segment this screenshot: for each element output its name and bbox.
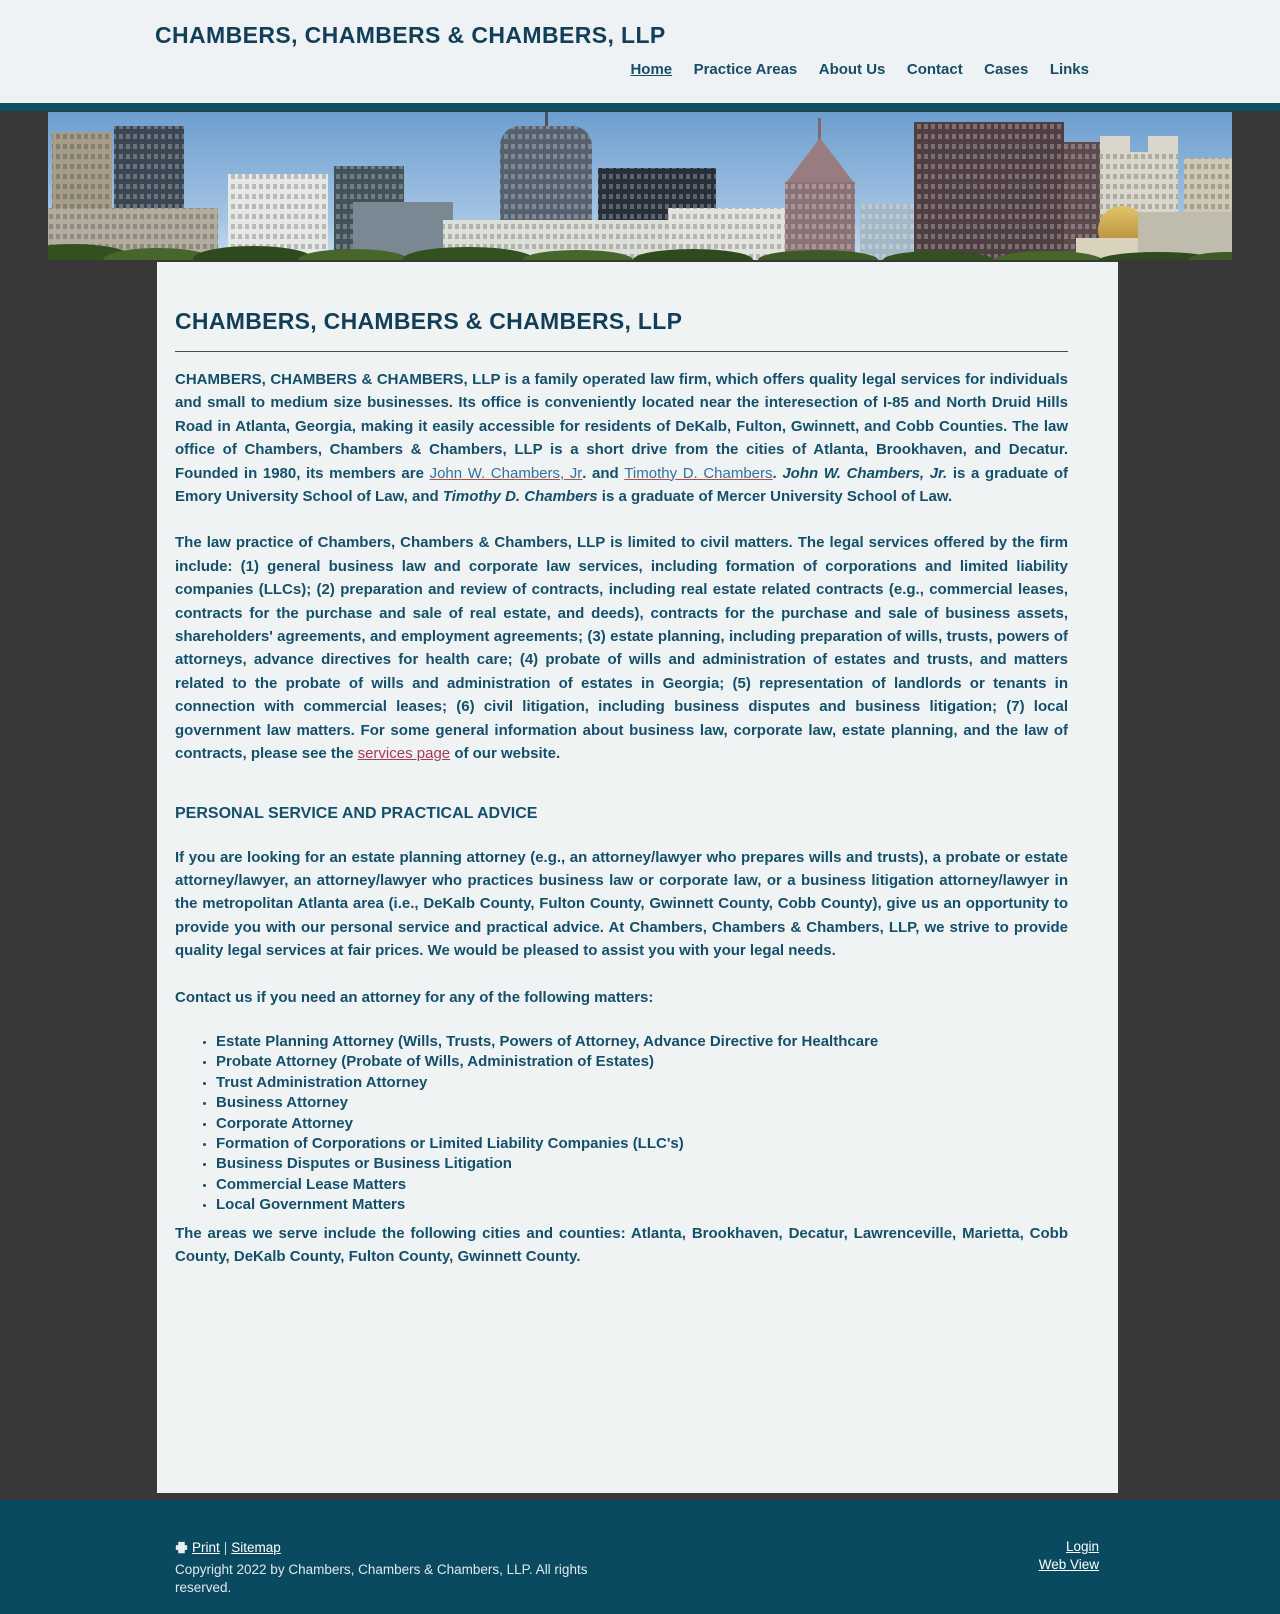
site-header: [0, 0, 1280, 103]
list-item: • Trust Administration Attorney: [216, 1073, 1068, 1093]
sitemap-link[interactable]: Sitemap: [231, 1540, 281, 1555]
footer-right: [1039, 1538, 1099, 1574]
list-item: • Corporate Attorney: [216, 1114, 1068, 1134]
timothy-chambers-name: Timothy D. Chambers: [442, 488, 598, 506]
login-link[interactable]: Login: [1065, 1539, 1099, 1554]
practical-advice-paragraph: If you are looking for an estate planning attorney (e.g., an attorney/lawyer who prepares wills and trusts), a probate or estate attorney/lawyer, an attorney/lawyer who practices business law or corporate law, or a business litigation attorney/lawyer in the metropolitan Atlanta area (i.e., DeKalb County, Fulton County, Gwinnett County, Cobb County), give us an opportunity to provide you with our personal service and practical advice. At Chambers, Chambers & Chambers, LLP, we strive to provide quality legal services at fair prices. We would be pleased to assist you with your legal needs.: [175, 848, 1068, 960]
nav-item-links[interactable]: Links: [1049, 61, 1089, 78]
intro-text: is a graduate of Mercer University School of Law.: [597, 488, 953, 506]
heading-divider: [175, 351, 1068, 352]
services-text: The law practice of Chambers, Chambers & Chambers, LLP is limited to civil matters. The legal services offered by the firm include: (1) general business law and corporate law services, including formation of corporations and limited liability companies (LLCs); (2) preparation and review of contracts, including real estate related contracts (e.g., commercial leases, contracts for the purchase and sale of real estate, and deeds), contracts for the purchase and sale of business assets, shareholders' agreements, and employment agreements; (3) estate planning, including preparation of wills, trusts, powers of attorneys, advance directives for health care; (4) probate of wills and administration of estates and trusts, and matters related to the probate of wills and administration of estates in Georgia; (5) representation of landlords or tenants in connection with commercial leases; (6) civil litigation, including business disputes and business litigation; (7) local government law matters. For some general information about business law, corporate law, estate planning, and the law of contracts, please see the: [175, 534, 1068, 763]
page-title: CHAMBERS, CHAMBERS & CHAMBERS, LLP: [175, 308, 683, 334]
nav-item-about-us[interactable]: About Us: [818, 61, 886, 78]
list-item: • Business Attorney: [216, 1093, 1068, 1113]
list-item: • Probate Attorney (Probate of Wills, Administration of Estates): [216, 1052, 1068, 1072]
intro-text: . and: [582, 464, 625, 482]
list-item: • Estate Planning Attorney (Wills, Trusts, Powers of Attorney, Advance Directive for Healthcare: [216, 1032, 1068, 1052]
nav-item-contact[interactable]: Contact: [906, 61, 963, 78]
intro-text: CHAMBERS, CHAMBERS & CHAMBERS, LLP is a family operated law firm, which offers quality legal services for individuals and small to medium size businesses. Its office is conveniently located near the interesection of I-85 and North Druid Hills Road in Atlanta, Georgia, making it easily accessible for residents of DeKalb, Fulton, Gwinnett, and Cobb Counties. The law office of Chambers, Chambers & Chambers, LLP is a short drive from the cities of Atlanta, Brookhaven, and Decatur. Founded in 1980, its members are: [175, 371, 1068, 482]
footer-separator: |: [223, 1540, 228, 1555]
intro-text: is a graduate of Emory University School of Law, and: [175, 464, 1069, 506]
services-page-link[interactable]: services page: [357, 745, 451, 763]
nav-item-home[interactable]: Home: [630, 61, 673, 78]
banner-region: [0, 111, 1280, 260]
contact-us-lead: Contact us if you need an attorney for any of the following matters:: [175, 988, 654, 1006]
print-link[interactable]: Print: [192, 1540, 220, 1555]
intro-text: .: [772, 464, 783, 482]
header-accent-bar: [0, 103, 1280, 111]
intro-paragraph: [175, 368, 1068, 508]
print-sitemap-line: [175, 1540, 630, 1555]
site-title: CHAMBERS, CHAMBERS & CHAMBERS, LLP: [155, 22, 666, 48]
service-areas-paragraph: The areas we serve include the following cities and counties: Atlanta, Brookhaven, Decatur, Lawrenceville, Marietta, Cobb County, DeKalb County, Fulton County, Gwinnett County.: [175, 1224, 1068, 1265]
practice-matters-list: [175, 1032, 1068, 1216]
list-item: • Formation of Corporations or Limited Liability Companies (LLC's): [216, 1134, 1068, 1154]
main-nav: [613, 61, 1089, 79]
services-paragraph: [175, 531, 1068, 765]
web-view-link[interactable]: Web View: [1038, 1557, 1099, 1572]
printer-icon: [175, 1541, 188, 1554]
footer-left: [175, 1540, 630, 1597]
nav-item-practice-areas[interactable]: Practice Areas: [693, 61, 798, 78]
atlanta-skyline-banner: [48, 112, 1232, 260]
list-item: • Local Government Matters: [216, 1195, 1068, 1215]
main-content-panel: [157, 262, 1118, 1493]
copyright-text: Copyright 2022 by Chambers, Chambers & Chambers, LLP. All rights reserved.: [175, 1562, 588, 1595]
services-text: of our website.: [450, 745, 561, 763]
list-item: • Business Disputes or Business Litigation: [216, 1154, 1068, 1174]
personal-service-heading: PERSONAL SERVICE AND PRACTICAL ADVICE: [175, 804, 538, 822]
list-item: • Commercial Lease Matters: [216, 1175, 1068, 1195]
nav-item-cases[interactable]: Cases: [984, 61, 1029, 78]
john-chambers-name: John W. Chambers, Jr.: [782, 464, 948, 482]
john-chambers-link[interactable]: John W. Chambers, Jr: [429, 464, 583, 482]
site-footer: [0, 1500, 1280, 1614]
timothy-chambers-link[interactable]: Timothy D. Chambers: [624, 464, 773, 482]
